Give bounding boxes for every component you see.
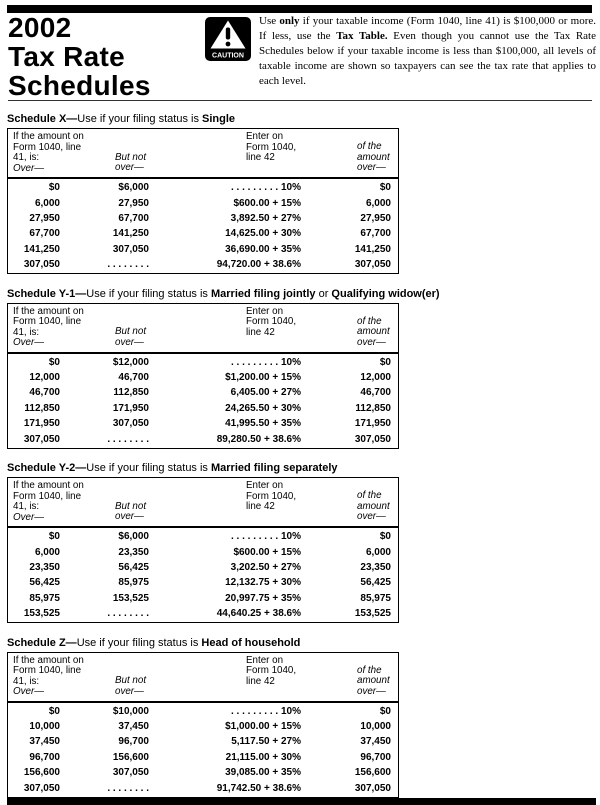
tax-bracket-row [8,226,398,241]
notice-segment: if your taxable income (Form 1040, line 41) is $100,000 or more. If less, use the [259,15,597,42]
schedule-section-z [7,637,567,798]
heading-segment: or [315,287,332,300]
col-if-amount-label [13,481,84,523]
col1-line: If the amount on [13,654,84,666]
col1-line: 41, is: [13,501,40,513]
col3-line: Enter on [246,305,284,317]
of-amount-over-cell: 6,000 [365,546,391,558]
tax-formula-cell: $600.00 + 15% [233,197,301,209]
col3-line: line 42 [246,675,275,687]
heading-segment: Married filing jointly [211,287,316,300]
tax-formula-cell: 39,085.00 + 35% [225,767,301,779]
of-amount-over-cell: 37,450 [360,736,391,748]
tax-formula-cell: 94,720.00 + 38.6% [216,259,301,271]
notice-segment: Tax Table. [336,30,388,42]
tax-formula-cell: . . . . . . . . . 10% [230,356,301,368]
but-not-over-cell: 96,700 [118,736,149,748]
col1-line: Form 1040, line [13,490,82,502]
col4-line: over— [357,685,386,697]
tax-formula-cell: . . . . . . . . . 10% [230,531,301,543]
tax-bracket-row [8,575,398,590]
over-label: Over— [13,162,45,174]
but-not-over-cell: 307,050 [112,243,149,255]
tax-bracket-row [8,750,398,765]
of-amount-over-cell: $0 [379,531,391,543]
but-not-over-cell: 37,450 [118,721,149,733]
tax-formula-cell: 14,625.00 + 30% [225,228,301,240]
tax-bracket-row [8,211,398,226]
col4-line: amount [357,500,390,512]
of-amount-over-cell: 10,000 [360,721,391,733]
schedule-table [7,652,399,798]
tax-formula-cell: 5,117.50 + 27% [231,736,301,748]
col4-line: of the [357,664,382,676]
over-cell: $0 [48,705,60,717]
over-cell: 156,600 [23,767,60,779]
tax-bracket-row [8,180,398,195]
of-amount-over-cell: 171,950 [354,418,391,430]
schedule-heading [7,113,567,125]
col1-line: 41, is: [13,326,40,338]
of-amount-over-cell: 307,050 [354,259,391,271]
but-not-over-cell: $6,000 [118,531,149,543]
table-body [8,703,398,796]
col2-line: over— [115,336,144,348]
col1-line: Form 1040, line [13,665,82,677]
of-amount-over-cell: 307,050 [354,782,391,794]
of-amount-over-cell: 112,850 [355,402,391,414]
over-cell: 112,850 [24,402,60,414]
but-not-over-cell: 46,700 [118,372,149,384]
tax-bracket-row [8,195,398,210]
tax-bracket-row [8,242,398,257]
but-not-over-cell: 67,700 [118,212,149,224]
col3-line: Enter on [246,480,284,491]
tax-formula-cell: 36,690.00 + 35% [225,243,301,255]
top-rule-bar [7,5,592,13]
tax-formula-cell: 24,265.50 + 30% [225,402,301,414]
of-amount-over-cell: $0 [379,705,391,717]
col4-line: of the [357,490,382,502]
page-title [8,13,151,100]
notice-segment: Use [259,15,280,27]
heading-segment: Use if your filing status is [86,287,211,300]
tax-formula-cell: 3,202.50 + 27% [230,561,301,573]
of-amount-over-cell: 307,050 [354,433,391,445]
title-line-2: Tax Rate [8,41,126,72]
but-not-over-cell: . . . . . . . . [107,782,149,794]
tax-formula-cell: 12,132.75 + 30% [225,577,301,589]
tax-bracket-row [8,544,398,559]
tax-bracket-row [8,704,398,719]
col4-line: of the [357,315,382,327]
but-not-over-cell: . . . . . . . . [107,608,149,620]
tax-bracket-row [8,355,398,370]
tax-bracket-row [8,529,398,544]
of-amount-over-cell: $0 [379,356,391,368]
col3-line: Enter on [246,131,284,142]
schedule-heading [7,462,567,474]
col-of-amount-over-label [357,142,390,174]
of-amount-over-cell: 141,250 [354,243,391,255]
tax-bracket-row [8,560,398,575]
but-not-over-cell: 27,950 [118,197,149,209]
col1-line: 41, is: [13,152,40,164]
but-not-over-cell: . . . . . . . . [107,259,149,271]
over-cell: 46,700 [29,387,60,399]
col1-line: If the amount on [13,305,84,317]
tax-formula-cell: . . . . . . . . . 10% [230,705,301,717]
col3-line: line 42 [246,326,275,338]
col4-line: over— [357,511,386,523]
col-but-not-over-label [115,676,146,697]
col-enter-on-label [246,656,296,688]
tax-formula-cell: $600.00 + 15% [233,546,301,558]
schedule-section-y2 [7,462,567,623]
header-divider [8,100,592,101]
but-not-over-cell: 307,050 [112,418,149,430]
col-enter-on-label [246,307,296,339]
col-enter-on-label [246,132,296,164]
col3-line: line 42 [246,152,275,164]
col2-line: But not [115,326,147,338]
but-not-over-cell: 23,350 [118,546,149,558]
over-cell: 56,425 [29,577,60,589]
tax-formula-cell: 20,997.75 + 35% [225,592,301,604]
col1-line: Form 1040, line [13,141,82,153]
schedule-section-y1 [7,288,567,449]
col3-line: line 42 [246,501,275,513]
over-cell: 37,450 [29,736,60,748]
heading-segment: Qualifying widow(er) [331,287,440,300]
caution-label: CAUTION [212,52,244,60]
schedule-heading [7,637,567,649]
over-cell: 6,000 [34,197,60,209]
title-year: 2002 [8,12,72,43]
over-label: Over— [13,686,45,698]
over-cell: 96,700 [29,751,60,763]
over-cell: 23,350 [29,561,60,573]
header-notice [259,14,596,89]
but-not-over-cell: . . . . . . . . [107,433,149,445]
table-body [8,528,398,621]
tax-bracket-row [8,606,398,621]
col2-line: But not [115,151,147,163]
over-cell: $0 [48,182,60,194]
col-but-not-over-label [115,502,146,523]
heading-segment: Schedule X— [7,113,78,125]
bottom-rule-bar [7,798,596,805]
col4-line: amount [357,151,390,163]
over-cell: 10,000 [29,721,60,733]
but-not-over-cell: $6,000 [118,182,149,194]
table-header-row [8,653,398,703]
col3-line: Form 1040, [246,316,297,328]
col-but-not-over-label [115,153,146,174]
tax-formula-cell: 44,640.25 + 38.6% [216,608,301,620]
table-body [8,354,398,447]
tax-formula-cell: 91,742.50 + 38.6% [216,782,301,794]
but-not-over-cell: $12,000 [112,356,149,368]
tax-formula-cell: 89,280.50 + 38.6% [216,433,301,445]
over-cell: 307,050 [23,782,60,794]
notice-segment: only [279,15,300,27]
col4-line: over— [357,162,386,174]
but-not-over-cell: 85,975 [118,577,149,589]
tax-formula-cell: 21,115.00 + 30% [225,751,301,763]
tax-bracket-row [8,370,398,385]
col4-line: amount [357,675,390,687]
heading-segment: Married filing separately [211,462,338,474]
but-not-over-cell: 112,850 [113,387,149,399]
heading-segment: Single [202,113,236,125]
title-line-3: Schedules [8,70,151,101]
of-amount-over-cell: 27,950 [360,212,391,224]
heading-segment: Schedule Y-1— [7,287,87,300]
col2-line: But not [115,675,147,687]
heading-segment: Use if your filing status is [86,462,211,474]
col3-line: Form 1040, [246,665,297,677]
heading-segment: Use if your filing status is [76,636,202,649]
tax-formula-cell: $1,200.00 + 15% [225,372,301,384]
tax-formula-cell: 3,892.50 + 27% [230,212,301,224]
caution-icon [205,17,251,66]
col2-line: But not [115,500,147,512]
tax-bracket-row [8,431,398,446]
tax-bracket-row [8,734,398,749]
col-of-amount-over-label [357,317,390,349]
tax-bracket-row [8,401,398,416]
col3-line: Form 1040, [246,141,297,153]
tax-formula-cell: 6,405.00 + 27% [230,387,301,399]
of-amount-over-cell: 12,000 [360,372,391,384]
col-but-not-over-label [115,327,146,348]
over-cell: $0 [48,531,60,543]
schedule-heading [7,288,567,300]
schedule-table [7,128,399,274]
tax-formula-cell: $1,000.00 + 15% [225,721,301,733]
but-not-over-cell: 171,950 [112,402,149,414]
over-cell: 67,700 [29,228,60,240]
of-amount-over-cell: 85,975 [360,592,391,604]
tax-formula-cell: . . . . . . . . . 10% [230,182,301,194]
of-amount-over-cell: $0 [379,182,391,194]
over-cell: 171,950 [23,418,60,430]
col-of-amount-over-label [357,491,390,523]
tax-bracket-row [8,385,398,400]
over-cell: 12,000 [29,372,60,384]
of-amount-over-cell: 153,525 [354,608,391,620]
table-header-row [8,304,398,354]
caution-triangle-icon [205,17,251,61]
tax-bracket-row [8,591,398,606]
over-cell: 307,050 [23,433,60,445]
schedule-section-x [7,113,567,274]
over-cell: 85,975 [29,592,60,604]
col4-line: amount [357,326,390,338]
col4-line: over— [357,336,386,348]
col-enter-on-label [246,481,296,513]
tax-bracket-row [8,257,398,272]
table-body [8,179,398,272]
but-not-over-cell: $10,000 [112,705,149,717]
col3-line: Enter on [246,654,284,666]
tax-formula-cell: 41,995.50 + 35% [225,418,301,430]
over-label: Over— [13,337,45,349]
table-header-row [8,129,398,179]
tax-bracket-row [8,416,398,431]
over-label: Over— [13,511,45,523]
col1-line: If the amount on [13,131,84,142]
over-cell: 27,950 [29,212,60,224]
tax-bracket-row [8,765,398,780]
over-cell: 6,000 [34,546,60,558]
notice-segment: Even though you cannot use the Tax Rate Schedules below if your taxable income is less than $100,000, all levels of taxable income are shown so taxpayers can see the tax rate that applies to each level. [259,30,596,87]
col3-line: Form 1040, [246,490,297,502]
schedule-table [7,477,399,623]
heading-segment: Head of household [201,636,301,649]
over-cell: $0 [48,356,60,368]
of-amount-over-cell: 156,600 [354,767,391,779]
tax-bracket-row [8,780,398,795]
col4-line: of the [357,141,382,153]
col2-line: over— [115,511,144,523]
of-amount-over-cell: 67,700 [360,228,391,240]
schedules-container [7,113,567,805]
col-if-amount-label [13,132,84,174]
col1-line: 41, is: [13,675,40,687]
over-cell: 153,525 [23,608,60,620]
col-if-amount-label [13,307,84,349]
of-amount-over-cell: 46,700 [360,387,391,399]
col-of-amount-over-label [357,666,390,698]
over-cell: 307,050 [23,259,60,271]
of-amount-over-cell: 23,350 [360,561,391,573]
of-amount-over-cell: 96,700 [360,751,391,763]
but-not-over-cell: 153,525 [112,592,149,604]
col1-line: Form 1040, line [13,316,82,328]
table-header-row [8,478,398,528]
heading-segment: Schedule Y-2— [7,462,87,474]
col1-line: If the amount on [13,480,84,491]
of-amount-over-cell: 6,000 [365,197,391,209]
over-cell: 141,250 [23,243,60,255]
col-if-amount-label [13,656,84,698]
but-not-over-cell: 141,250 [112,228,149,240]
heading-segment: Use if your filing status is [77,113,203,125]
of-amount-over-cell: 56,425 [360,577,391,589]
col2-line: over— [115,162,144,174]
heading-segment: Schedule Z— [7,636,77,649]
but-not-over-cell: 56,425 [118,561,149,573]
tax-bracket-row [8,719,398,734]
but-not-over-cell: 307,050 [112,767,149,779]
col2-line: over— [115,685,144,697]
but-not-over-cell: 156,600 [112,751,149,763]
schedule-table [7,303,399,449]
